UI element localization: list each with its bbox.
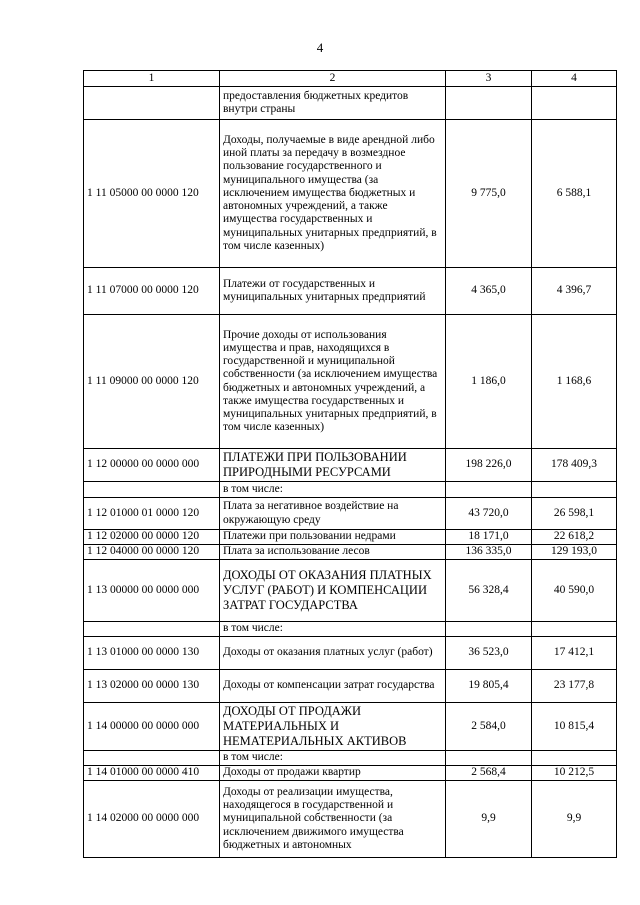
value-4-cell: 6 588,1 <box>532 120 617 268</box>
table-row <box>84 751 617 766</box>
code-cell: 1 11 07000 00 0000 120 <box>84 268 220 315</box>
code-cell: 1 13 01000 00 0000 130 <box>84 637 220 670</box>
name-cell: Доходы от компенсации затрат государства <box>220 670 446 703</box>
value-3-cell: 1 186,0 <box>446 315 532 449</box>
value-3-cell: 36 523,0 <box>446 637 532 670</box>
code-cell <box>84 622 220 637</box>
column-header-code: 1 <box>84 71 220 87</box>
value-3-cell <box>446 622 532 637</box>
name-cell: Доходы от оказания платных услуг (работ) <box>220 637 446 670</box>
table-row <box>84 482 617 498</box>
value-3-cell <box>446 87 532 120</box>
value-4-cell <box>532 87 617 120</box>
table-row <box>84 449 617 482</box>
value-3-cell <box>446 482 532 498</box>
code-cell: 1 11 05000 00 0000 120 <box>84 120 220 268</box>
name-cell: Доходы, получаемые в виде арендной либо иной платы за передачу в возмездное пользование государственного и муниципального имущества (за исключением имущества бюджетных и автономных учреждений, а также имущества государственных и муниципальных унитарных предприятий, в том числе казенных) <box>220 120 446 268</box>
value-4-cell: 26 598,1 <box>532 498 617 530</box>
code-cell: 1 14 01000 00 0000 410 <box>84 766 220 781</box>
code-cell: 1 12 01000 01 0000 120 <box>84 498 220 530</box>
budget-revenue-table <box>83 70 617 858</box>
value-3-cell: 2 584,0 <box>446 703 532 751</box>
table-body <box>84 87 617 858</box>
value-4-cell: 4 396,7 <box>532 268 617 315</box>
value-4-cell: 17 412,1 <box>532 637 617 670</box>
table-row <box>84 545 617 560</box>
value-3-cell: 198 226,0 <box>446 449 532 482</box>
name-cell: Прочие доходы от использования имущества и прав, находящихся в государственной и муниципальной собственности (за исключением имущества бюджетных и автономных учреждений, а также имущества государственных и муниципальных унитарных предприятий, в том числе казенных) <box>220 315 446 449</box>
table-row <box>84 87 617 120</box>
value-3-cell: 9 775,0 <box>446 120 532 268</box>
code-cell: 1 12 00000 00 0000 000 <box>84 449 220 482</box>
value-3-cell: 9,9 <box>446 781 532 858</box>
value-4-cell: 10 815,4 <box>532 703 617 751</box>
table-row <box>84 781 617 858</box>
value-4-cell: 1 168,6 <box>532 315 617 449</box>
table-row <box>84 637 617 670</box>
name-cell: ДОХОДЫ ОТ ПРОДАЖИ МАТЕРИАЛЬНЫХ И НЕМАТЕРИАЛЬНЫХ АКТИВОВ <box>220 703 446 751</box>
value-3-cell: 56 328,4 <box>446 560 532 622</box>
table-row <box>84 670 617 703</box>
table-row <box>84 622 617 637</box>
value-4-cell <box>532 751 617 766</box>
column-header-value-4: 4 <box>532 71 617 87</box>
value-4-cell: 40 590,0 <box>532 560 617 622</box>
value-3-cell: 2 568,4 <box>446 766 532 781</box>
value-3-cell: 19 805,4 <box>446 670 532 703</box>
code-cell: 1 12 02000 00 0000 120 <box>84 530 220 545</box>
value-3-cell: 43 720,0 <box>446 498 532 530</box>
value-4-cell: 23 177,8 <box>532 670 617 703</box>
name-cell: предоставления бюджетных кредитов внутри страны <box>220 87 446 120</box>
column-header-name: 2 <box>220 71 446 87</box>
name-cell: в том числе: <box>220 751 446 766</box>
name-cell: Платежи при пользовании недрами <box>220 530 446 545</box>
code-cell: 1 11 09000 00 0000 120 <box>84 315 220 449</box>
name-cell: в том числе: <box>220 482 446 498</box>
value-3-cell: 18 171,0 <box>446 530 532 545</box>
table-row <box>84 766 617 781</box>
value-4-cell <box>532 622 617 637</box>
name-cell: Плата за негативное воздействие на окружающую среду <box>220 498 446 530</box>
column-header-value-3: 3 <box>446 71 532 87</box>
value-4-cell: 178 409,3 <box>532 449 617 482</box>
value-4-cell: 9,9 <box>532 781 617 858</box>
name-cell: Доходы от продажи квартир <box>220 766 446 781</box>
table-row <box>84 530 617 545</box>
value-4-cell <box>532 482 617 498</box>
name-cell: ПЛАТЕЖИ ПРИ ПОЛЬЗОВАНИИ ПРИРОДНЫМИ РЕСУРСАМИ <box>220 449 446 482</box>
value-4-cell: 10 212,5 <box>532 766 617 781</box>
code-cell: 1 13 00000 00 0000 000 <box>84 560 220 622</box>
table-row <box>84 315 617 449</box>
name-cell: в том числе: <box>220 622 446 637</box>
page-number: 4 <box>316 40 324 55</box>
value-3-cell <box>446 751 532 766</box>
code-cell <box>84 482 220 498</box>
value-3-cell: 4 365,0 <box>446 268 532 315</box>
name-cell: Плата за использование лесов <box>220 545 446 560</box>
table-row <box>84 268 617 315</box>
table-row <box>84 498 617 530</box>
table-header-row <box>84 71 617 87</box>
table-row <box>84 120 617 268</box>
code-cell: 1 12 04000 00 0000 120 <box>84 545 220 560</box>
code-cell: 1 13 02000 00 0000 130 <box>84 670 220 703</box>
name-cell: Платежи от государственных и муниципальных унитарных предприятий <box>220 268 446 315</box>
code-cell: 1 14 00000 00 0000 000 <box>84 703 220 751</box>
value-3-cell: 136 335,0 <box>446 545 532 560</box>
code-cell <box>84 751 220 766</box>
value-4-cell: 22 618,2 <box>532 530 617 545</box>
code-cell <box>84 87 220 120</box>
table-row <box>84 560 617 622</box>
name-cell: Доходы от реализации имущества, находящегося в государственной и муниципальной собственности (за исключением движимого имущества бюджетных и автономных <box>220 781 446 858</box>
code-cell: 1 14 02000 00 0000 000 <box>84 781 220 858</box>
table-row <box>84 703 617 751</box>
value-4-cell: 129 193,0 <box>532 545 617 560</box>
name-cell: ДОХОДЫ ОТ ОКАЗАНИЯ ПЛАТНЫХ УСЛУГ (РАБОТ) И КОМПЕНСАЦИИ ЗАТРАТ ГОСУДАРСТВА <box>220 560 446 622</box>
